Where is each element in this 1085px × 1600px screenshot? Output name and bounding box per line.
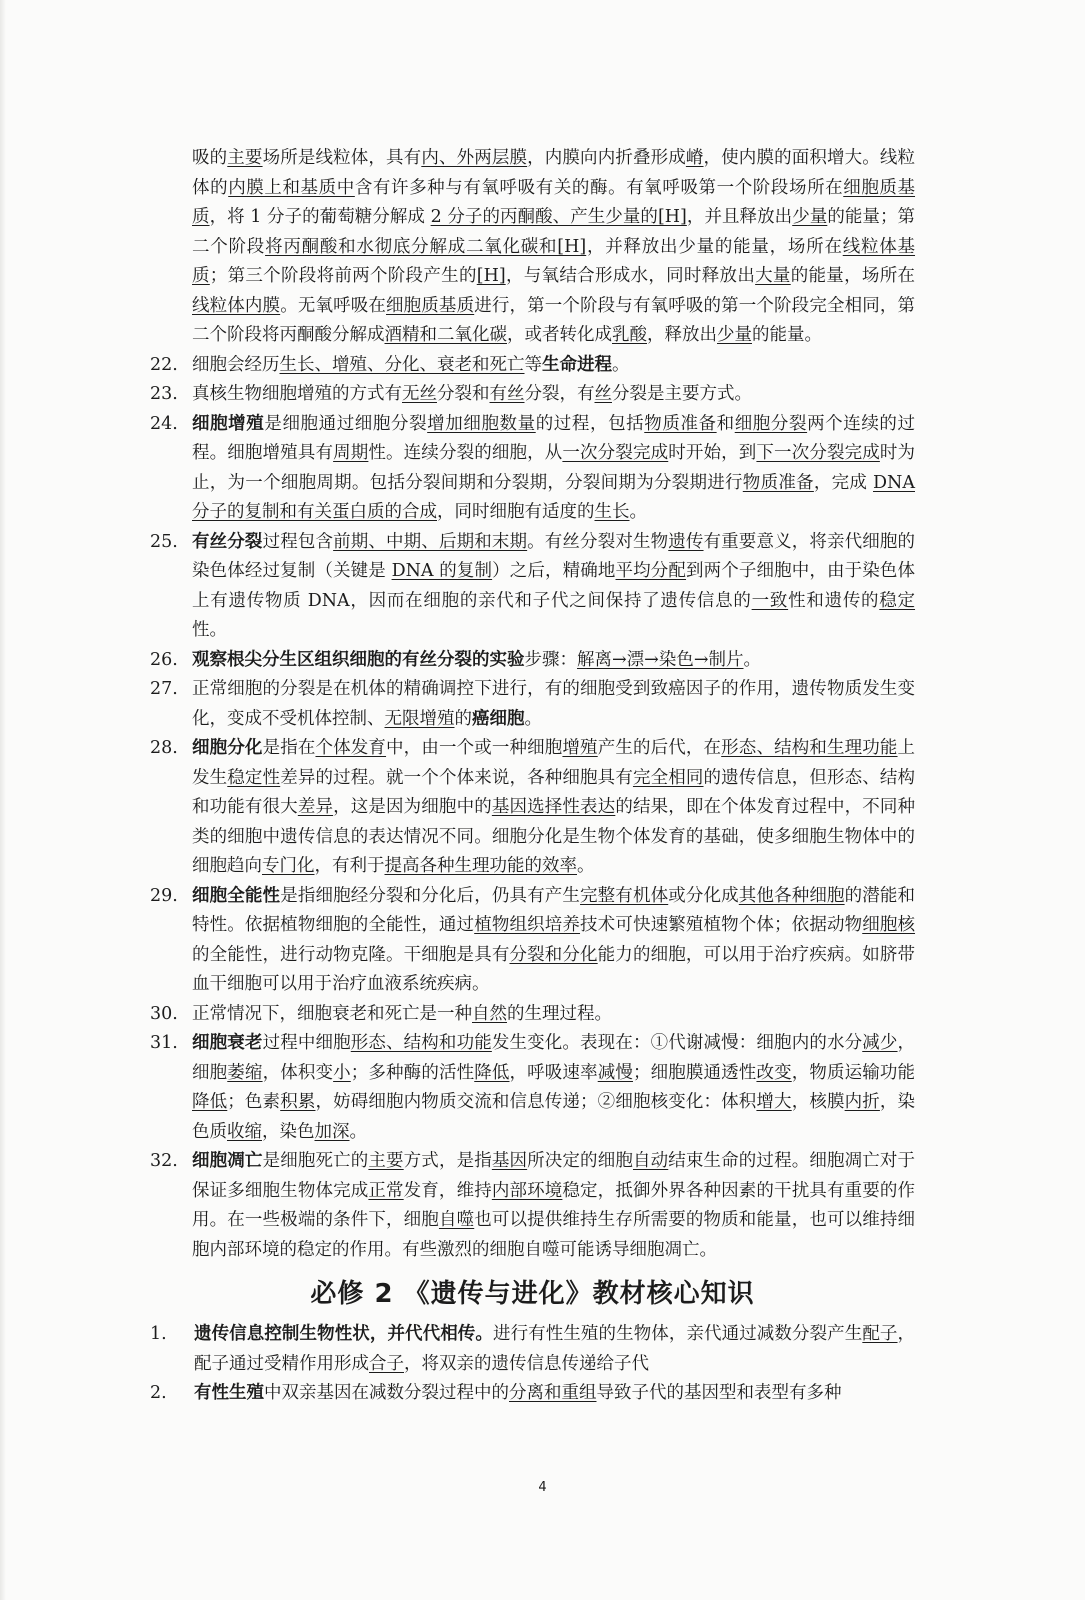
item-list-cell <box>150 351 915 1266</box>
list-item <box>150 351 915 381</box>
list-item <box>150 1147 915 1265</box>
item-number: 25. <box>150 531 178 552</box>
item-number: 22. <box>150 354 178 375</box>
item-text: 细胞衰老过程中细胞形态、结构和功能发生变化。表现在：①代谢减慢：细胞内的水分减少，细胞萎缩，体积变小；多种酶的活性降低，呼吸速率减慢；细胞膜通透性改变，物质运输功能降低；色素积累，妨碍细胞内物质交流和信息传递；②细胞核变化：体积增大，核膜内折，染色质收缩，染色加深。 <box>192 1033 916 1142</box>
list-item <box>150 1029 915 1147</box>
item-number: 23. <box>150 384 178 404</box>
item-text: 细胞会经历生长、增殖、分化、衰老和死亡等生命进程。 <box>192 354 630 375</box>
item-number: 29. <box>150 885 178 906</box>
item-text: 细胞全能性是指细胞经分裂和分化后，仍具有产生完整有机体或分化成其他各种细胞的潜能和特性。依据植物细胞的全能性，通过植物组织培养技术可快速繁殖植物个体；依据动物细胞核的全能性，进行动物克隆。干细胞是具有分裂和分化能力的细胞，可以用于治疗疾病。如脐带血干细胞可以用于治疗血液系统疾病。 <box>192 885 916 994</box>
list-item <box>150 675 915 734</box>
list-item <box>150 380 915 410</box>
item-number: 30. <box>150 1003 178 1024</box>
item-number: 24. <box>150 413 178 434</box>
list-item <box>150 646 915 676</box>
item-text: 有丝分裂过程包含前期、中期、后期和末期。有丝分裂对生物遗传有重要意义，将亲代细胞的染色体经过复制（关键是 DNA 的复制）之后，精确地平均分配到两个子细胞中，由于染色体上有遗传物质 DNA，因而在细胞的亲代和子代之间保持了遗传信息的一致性和遗传的稳定性。 <box>192 531 916 640</box>
section-title: 必修 2 《遗传与进化》教材核心知识 <box>310 1279 755 1309</box>
item-text: 真核生物细胞增殖的方式有无丝分裂和有丝分裂，有丝分裂是主要方式。 <box>192 384 752 404</box>
item-text: 细胞增殖是细胞通过细胞分裂增加细胞数量的过程，包括物质准备和细胞分裂两个连续的过程。细胞增殖具有周期性。连续分裂的细胞，从一次分裂完成时开始，到下一次分裂完成时为止，为一个细胞周期。包括分裂间期和分裂期，分裂间期为分裂期进行物质准备，完成 DNA 分子的复制和有关蛋白质的合成，同时细胞有适度的生长。 <box>192 413 916 522</box>
item-number: 1. <box>150 1324 167 1344</box>
list-item <box>150 1000 915 1030</box>
item-list-genetics <box>150 1320 915 1409</box>
list-item <box>150 1320 915 1379</box>
scan-edge-shadow <box>0 0 6 1600</box>
intro-paragraph: 吸的主要场所是线粒体，具有内、外两层膜，内膜向内折叠形成嵴，使内膜的面积增大。线粒体的内膜上和基质中含有许多种与有氧呼吸有关的酶。有氧呼吸第一个阶段场所在细胞质基质，将 1 分子的葡萄糖分解成 2 分子的丙酮酸、产生少量的[H]，并且释放出少量的能量；第二个阶段将丙酮酸和水彻底分解成二氧化碳和[H]，并释放出少量的能量，场所在线粒体基质；第三个阶段将前两个阶段产生的[H]，与氧结合形成水，同时释放出大量的能量，场所在线粒体内膜。无氧呼吸在细胞质基质进行，第一个阶段与有氧呼吸的第一个阶段完全相同，第二个阶段将丙酮酸分解成酒精和二氧化碳，或者转化成乳酸，释放出少量的能量。 <box>192 148 916 345</box>
list-item <box>150 528 915 646</box>
item-text: 正常细胞的分裂是在机体的精确调控下进行，有的细胞受到致癌因子的作用，遗传物质发生变化，变成不受机体控制、无限增殖的癌细胞。 <box>192 679 915 729</box>
list-item <box>150 734 915 882</box>
item-text: 遗传信息控制生物性状，并代代相传。进行有性生殖的生物体，亲代通过减数分裂产生配子，配子通过受精作用形成合子，将双亲的遗传信息传递给子代 <box>194 1324 916 1374</box>
list-item <box>150 882 915 1000</box>
item-text: 正常情况下，细胞衰老和死亡是一种自然的生理过程。 <box>192 1003 612 1024</box>
list-item <box>150 1379 915 1409</box>
page-content <box>150 144 915 1409</box>
item-number: 31. <box>150 1033 178 1053</box>
item-number: 32. <box>150 1151 178 1171</box>
item-text: 细胞凋亡是细胞死亡的主要方式，是指基因所决定的细胞自动结束生命的过程。细胞凋亡对于保证多细胞生物体完成正常发育，维持内部环境稳定，抵御外界各种因素的干扰具有重要的作用。在一些极端的条件下，细胞自噬也可以提供维持生存所需要的物质和能量，也可以维持细胞内部环境的稳定的作用。有些激烈的细胞自噬可能诱导细胞凋亡。 <box>192 1151 916 1260</box>
item-text: 细胞分化是指在个体发育中，由一个或一种细胞增殖产生的后代，在形态、结构和生理功能上发生稳定性差异的过程。就一个个体来说，各种细胞具有完全相同的遗传信息，但形态、结构和功能有很大差异，这是因为细胞中的基因选择性表达的结果，即在个体发育过程中，不同种类的细胞中遗传信息的表达情况不同。细胞分化是生物个体发育的基础，使多细胞生物体中的细胞趋向专门化，有利于提高各种生理功能的效率。 <box>192 738 916 876</box>
item-text: 有性生殖中双亲基因在减数分裂过程中的分离和重组导致子代的基因型和表型有多种 <box>194 1383 842 1403</box>
item-number: 27. <box>150 679 178 699</box>
item-number: 28. <box>150 738 178 758</box>
list-item <box>150 410 915 528</box>
page-number: 4 <box>538 1480 547 1495</box>
item-number: 2. <box>150 1383 167 1403</box>
item-text: 观察根尖分生区组织细胞的有丝分裂的实验步骤：解离→漂→染色→制片。 <box>192 649 761 670</box>
item-number: 26. <box>150 649 178 670</box>
